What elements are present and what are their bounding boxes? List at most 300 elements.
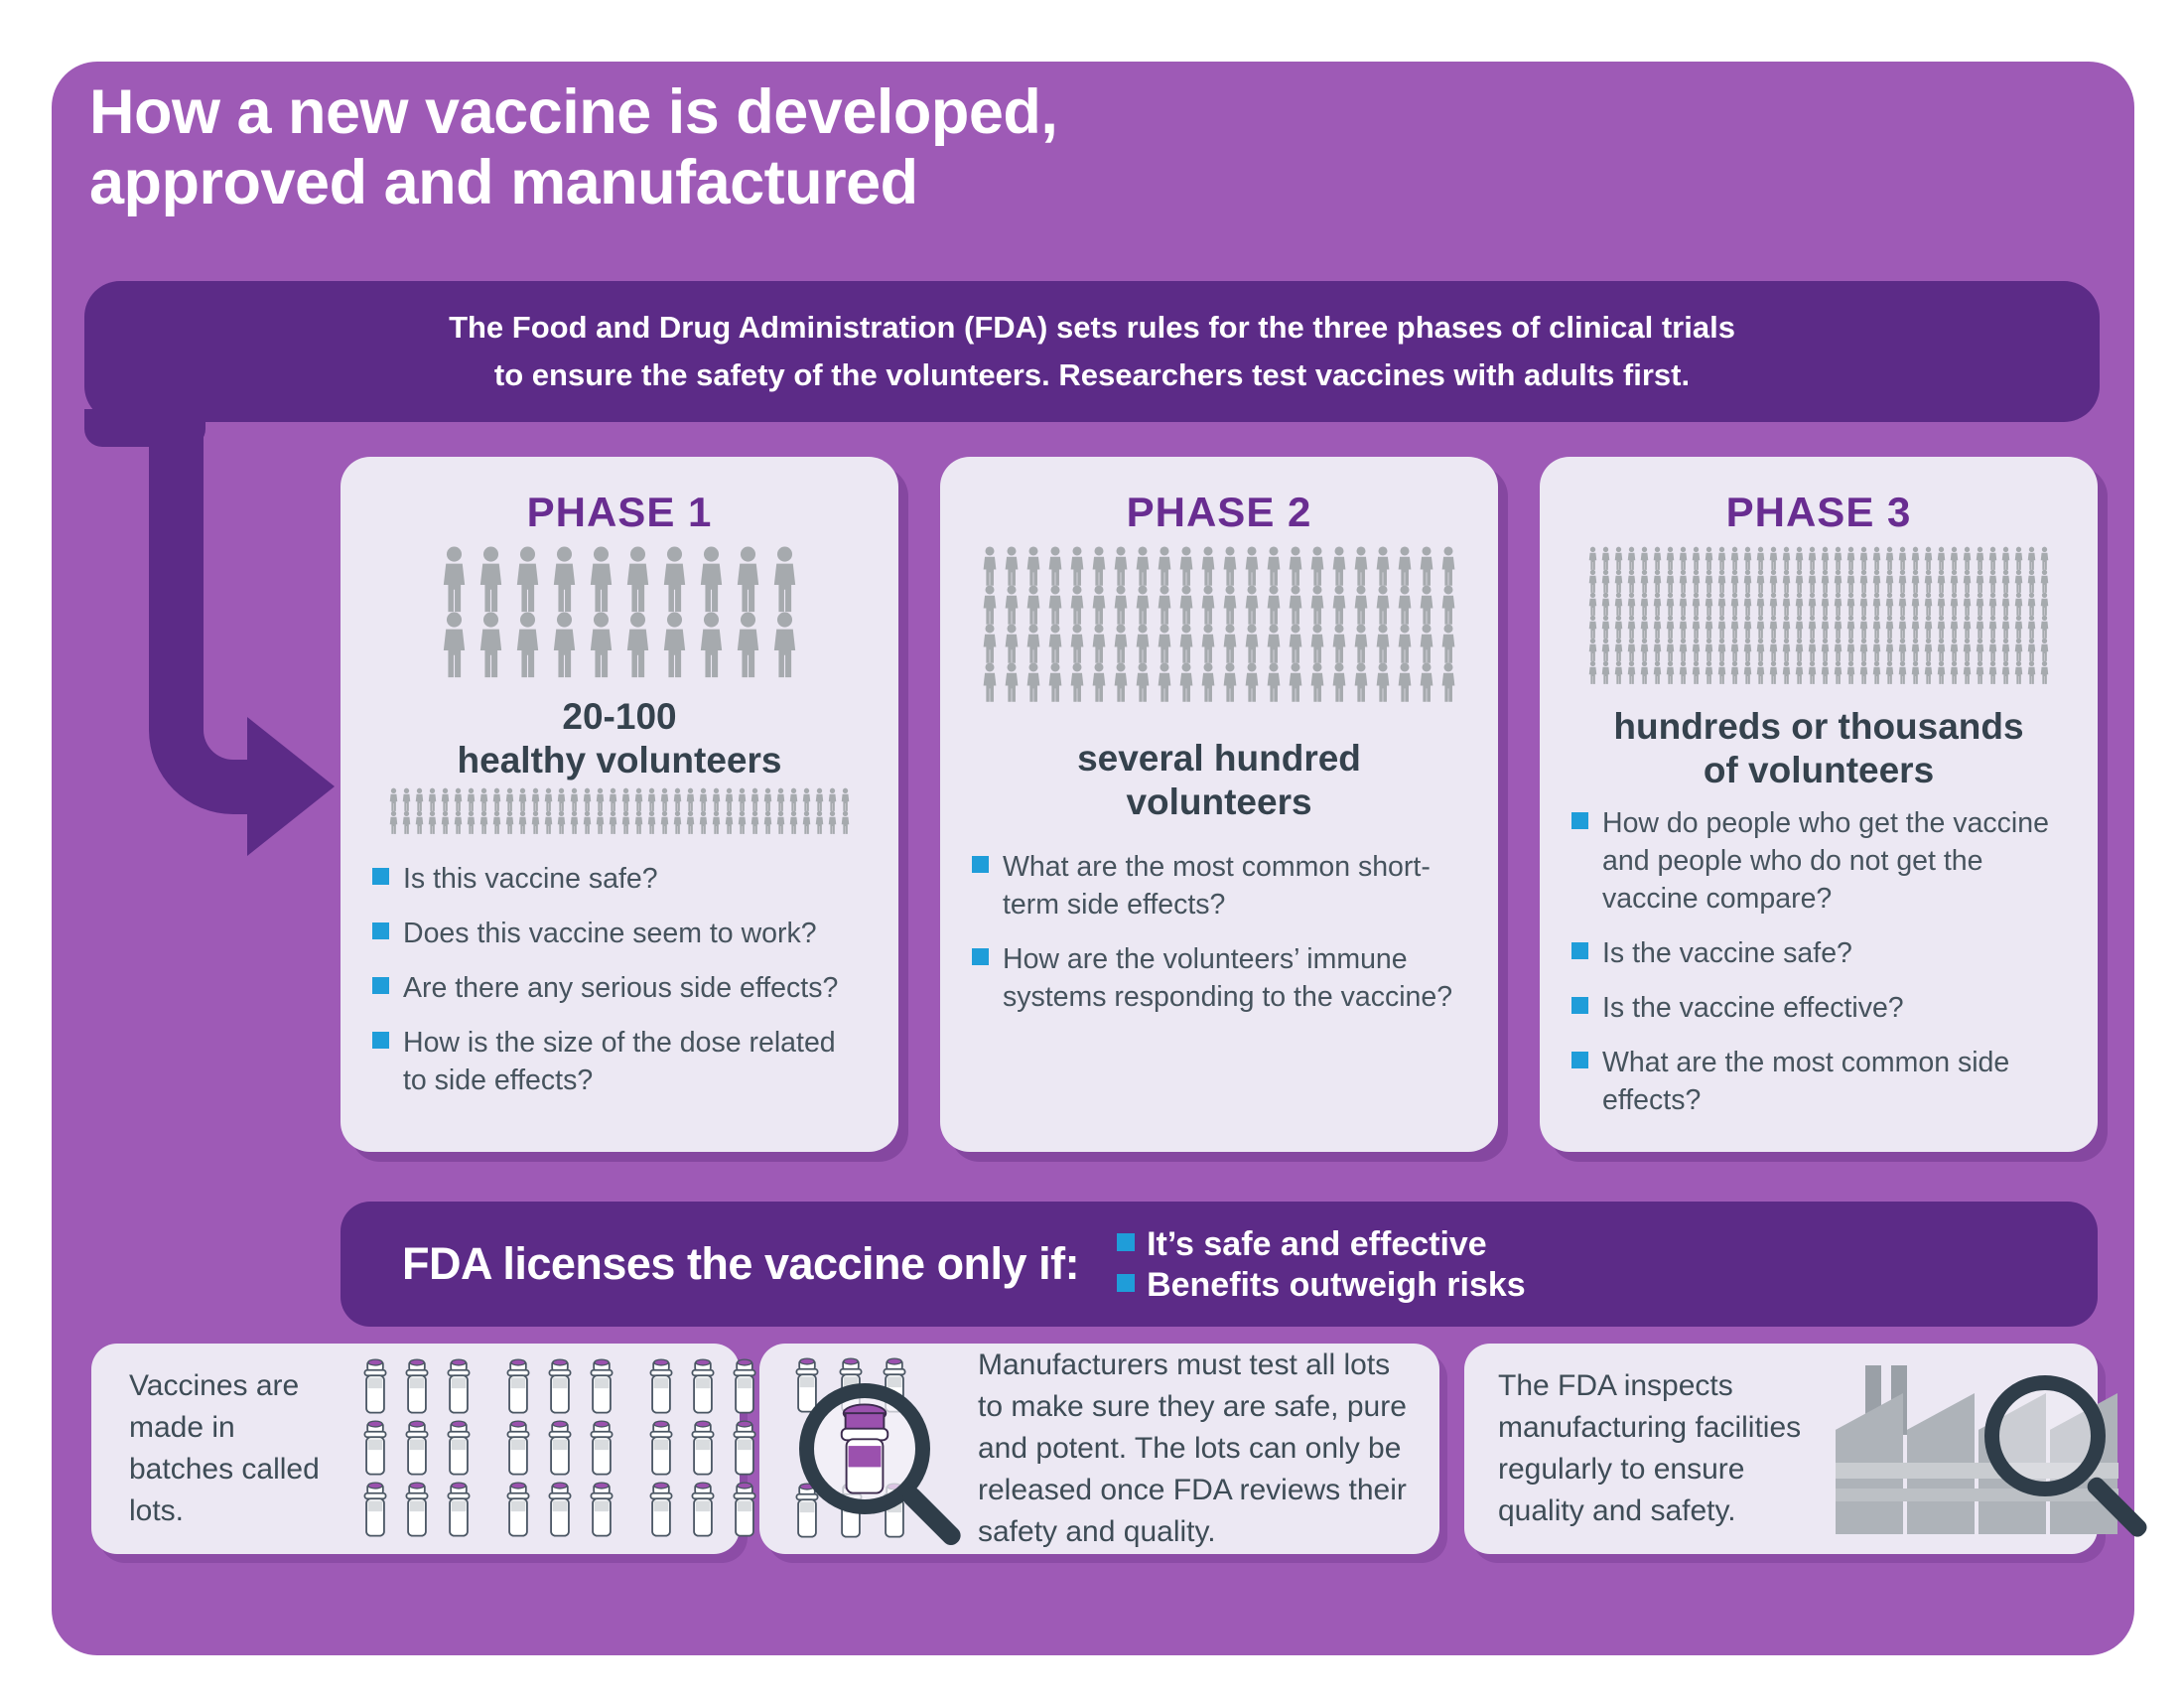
person-icon [473,612,509,679]
person-icon [1767,546,1780,571]
person-icon [1023,546,1044,587]
person-icon [1599,638,1612,662]
person-icon [1935,638,1948,662]
person-icon [1961,660,1974,685]
person-icon [1175,585,1197,626]
person-icon [581,787,594,812]
person-icon [1394,624,1416,664]
person-icon [1612,546,1625,571]
person-icon [1728,546,1741,571]
vial-icon [582,1420,621,1478]
person-icon [979,546,1001,587]
person-icon [2012,638,2025,662]
person-icon [490,787,503,812]
person-icon [1883,546,1896,571]
person-icon [1806,615,1819,639]
person-icon [1780,638,1793,662]
person-icon [1999,546,2012,571]
person-icon [1175,546,1197,587]
vial-icon [397,1482,437,1539]
vial-icon [641,1358,681,1416]
person-icon [710,810,723,835]
person-icon [1999,660,2012,685]
vial-icon [355,1358,395,1416]
fda-intro-line2: to ensure the safety of the volunteers. Researchers test vaccines with adults first. [493,357,1691,392]
person-icon [1372,546,1394,587]
person-icon [1586,660,1599,685]
person-icon [1677,546,1690,571]
person-icon [1780,615,1793,639]
person-icon [452,810,465,835]
person-icon [839,787,852,812]
person-icon [761,810,774,835]
phase-3-volunteer-count-line1: hundreds or thousands [1613,706,2024,747]
phase-1-volunteer-count-line1: 20-100 [562,696,677,737]
person-icon [2025,638,2038,662]
vial-icon [725,1420,764,1478]
vial-icon [439,1358,478,1416]
person-icon [1844,615,1857,639]
person-icon [1909,592,1922,617]
vial-icon [725,1482,764,1539]
person-icon [1986,660,1999,685]
person-icon [1132,585,1154,626]
person-icon [1110,662,1132,703]
person-icon [1767,592,1780,617]
person-icon [1767,615,1780,639]
person-icon [1394,585,1416,626]
person-icon [1935,546,1948,571]
person-icon [2038,660,2051,685]
person-icon [1612,615,1625,639]
infographic-board [52,62,2134,1655]
person-icon [387,810,400,835]
person-icon [555,787,568,812]
bullet-square-icon [1571,942,1588,959]
vial-icon [355,1420,395,1478]
person-icon [2025,660,2038,685]
person-icon [1586,592,1599,617]
person-icon [529,810,542,835]
person-icon [1638,592,1651,617]
person-icon [1219,585,1241,626]
person-icon [1909,569,1922,594]
person-icon [1044,624,1066,664]
person-icon [1793,546,1806,571]
person-icon [1728,569,1741,594]
lots-card [91,1344,740,1554]
person-icon [1935,569,1948,594]
vial-lots-icon [355,1358,764,1539]
person-icon [1088,546,1110,587]
phase-question: Is the vaccine effective? [1571,990,2066,1028]
person-icon [413,787,426,812]
person-icon [1961,546,1974,571]
person-icon [1935,592,1948,617]
person-icon [1999,569,2012,594]
person-icon [1935,660,1948,685]
person-icon [1154,662,1175,703]
person-icon [1819,660,1832,685]
fda-license-conditions [1117,1220,1526,1309]
person-icon [1651,660,1664,685]
phase-2-title: PHASE 2 [1126,489,1312,535]
person-icon [1806,660,1819,685]
facility-inspection-text: The FDA inspects manufacturing facilities regularly to ensure quality and safety. [1498,1369,1802,1527]
fda-intro-line1: The Food and Drug Administration (FDA) sets rules for the three phases of clinical trials [449,309,1735,345]
person-icon [542,787,555,812]
person-icon [1263,624,1285,664]
flow-arrow-elbow [149,427,248,814]
person-icon [1690,592,1703,617]
person-icon [1285,662,1306,703]
person-icon [1883,638,1896,662]
person-icon [1306,546,1328,587]
person-icon [645,787,658,812]
person-icon [1088,624,1110,664]
person-icon [1001,546,1023,587]
person-icon [813,810,826,835]
person-icon [1780,546,1793,571]
person-icon [684,787,697,812]
vial-icon [540,1358,580,1416]
person-icon [607,787,619,812]
person-icon [697,787,710,812]
person-icon [1132,662,1154,703]
person-icon [1793,569,1806,594]
person-icon [645,810,658,835]
person-icon [1857,638,1870,662]
license-condition: It’s safe and effective [1117,1227,1526,1261]
person-icon [1350,546,1372,587]
person-icon [1948,569,1961,594]
person-icon [1263,662,1285,703]
bullet-square-icon [1571,1052,1588,1068]
person-icon [1586,546,1599,571]
person-icon [426,787,439,812]
phase-question: Does this vaccine seem to work? [372,916,867,953]
person-icon [1586,615,1599,639]
person-icon [1974,592,1986,617]
person-icon [1175,662,1197,703]
person-icon [1909,546,1922,571]
person-icon [1703,546,1715,571]
person-icon [1793,660,1806,685]
person-icon [1703,569,1715,594]
bullet-square-icon [972,948,989,965]
person-icon [1935,615,1948,639]
person-icon [1664,546,1677,571]
person-icon [1922,569,1935,594]
person-icon [1974,638,1986,662]
person-icon [710,787,723,812]
person-icon [2025,592,2038,617]
person-icon [1599,592,1612,617]
phase-3-volunteer-count [1568,705,2070,791]
person-icon [1922,592,1935,617]
person-icon [2012,660,2025,685]
person-icon [1023,624,1044,664]
vial-icon [540,1420,580,1478]
phase-1-volunteer-count [368,695,871,781]
person-icon [1612,638,1625,662]
person-icon [1883,660,1896,685]
person-icon [1677,615,1690,639]
person-icon [1638,638,1651,662]
person-icon [509,612,546,679]
person-icon [1974,660,1986,685]
person-icon [1599,615,1612,639]
phase-1-volunteer-count-line2: healthy volunteers [457,739,782,780]
person-icon [1088,662,1110,703]
person-icon [1767,569,1780,594]
person-icon [1793,638,1806,662]
person-icon [1896,660,1909,685]
person-icon [1219,662,1241,703]
person-icon [583,546,619,614]
person-icon [1599,660,1612,685]
bullet-square-icon [372,1032,389,1049]
person-icon [1896,638,1909,662]
person-icon [1066,585,1088,626]
person-icon [787,810,800,835]
person-icon [1599,569,1612,594]
person-icon [2038,546,2051,571]
person-icon [1044,662,1066,703]
phase-cards-row [341,457,2098,1152]
vial-icon [683,1420,723,1478]
person-icon [1870,546,1883,571]
bullet-square-icon [372,977,389,994]
fda-license-banner [341,1202,2098,1327]
person-icon [766,612,803,679]
person-icon [1023,585,1044,626]
bullet-square-icon [1117,1233,1135,1251]
person-icon [1754,569,1767,594]
person-icon [1754,546,1767,571]
person-icon [1703,638,1715,662]
person-icon [1806,546,1819,571]
phase-2-volunteer-count-line1: several hundred [1077,738,1361,779]
person-icon [1728,615,1741,639]
person-icon [1832,546,1844,571]
person-icon [1767,638,1780,662]
person-icon [697,810,710,835]
person-icon [656,546,693,614]
person-icon [1306,585,1328,626]
person-icon [1241,624,1263,664]
vial-icon [355,1482,395,1539]
person-icon [632,787,645,812]
person-icon [826,787,839,812]
person-icon [774,810,787,835]
person-icon [1241,585,1263,626]
person-icon [766,546,803,614]
factory-stripe [1836,1489,2118,1501]
person-icon [1586,569,1599,594]
person-icon [2012,546,2025,571]
person-icon [1394,662,1416,703]
person-icon [1767,660,1780,685]
person-icon [1677,660,1690,685]
vial-icon [498,1482,538,1539]
person-icon [1110,546,1132,587]
person-icon [1844,592,1857,617]
person-icon [1974,569,1986,594]
person-icon [1416,585,1437,626]
vial-icon [582,1358,621,1416]
person-icon [1175,624,1197,664]
person-icon [1857,615,1870,639]
page-title [89,77,1057,218]
person-icon [1715,546,1728,571]
person-icon [1832,569,1844,594]
person-icon [1728,638,1741,662]
phase-1-card [341,457,898,1152]
person-icon [619,546,656,614]
person-icon [1715,569,1728,594]
person-icon [787,787,800,812]
person-icon [1372,662,1394,703]
person-icon [1857,546,1870,571]
vial-icon [439,1482,478,1539]
person-icon [1844,638,1857,662]
person-icon [1154,624,1175,664]
person-icon [546,612,583,679]
phase-question: What are the most common side effects? [1571,1045,2066,1120]
person-icon [1896,615,1909,639]
person-icon [1870,660,1883,685]
phase-2-volunteer-count-line2: volunteers [1126,780,1312,822]
person-icon [632,810,645,835]
bullet-square-icon [1571,812,1588,829]
person-icon [1241,662,1263,703]
person-icon [1625,660,1638,685]
factory-magnifier-icon [1836,1363,2118,1534]
person-icon [619,810,632,835]
vial-icon [397,1358,437,1416]
phase-question: What are the most common short-term side effects? [972,849,1466,924]
license-condition: Benefits outweigh risks [1117,1268,1526,1302]
person-icon [1948,660,1961,685]
flow-arrow-head-icon [247,717,335,856]
facility-inspection-card [1464,1344,2098,1554]
person-icon [1961,592,1974,617]
person-icon [979,662,1001,703]
person-icon [723,787,736,812]
person-icon [1728,592,1741,617]
person-icon [2025,569,2038,594]
person-icon [619,787,632,812]
bullet-square-icon [1117,1274,1135,1292]
person-icon [400,810,413,835]
person-icon [1437,585,1459,626]
person-icon [693,546,730,614]
bullet-square-icon [372,922,389,939]
person-icon [1638,660,1651,685]
person-icon [1350,585,1372,626]
vial-icon [498,1420,538,1478]
person-icon [813,787,826,812]
person-icon [1416,662,1437,703]
vial-icon [641,1420,681,1478]
person-icon [436,612,473,679]
person-icon [761,787,774,812]
person-icon [436,546,473,614]
person-icon [1922,615,1935,639]
person-icon [1832,660,1844,685]
person-icon [1961,638,1974,662]
person-icon [1197,662,1219,703]
person-icon [473,546,509,614]
person-icon [1350,662,1372,703]
page-title-line1: How a new vaccine is developed, [89,77,1058,147]
phase-question: How do people who get the vaccine and people who do not get the vaccine compare? [1571,805,2066,919]
person-icon [736,810,749,835]
person-icon [1001,585,1023,626]
phase-2-volunteer-count [968,737,1470,823]
vial-icon [498,1358,538,1416]
person-icon [1690,546,1703,571]
person-icon [1328,546,1350,587]
person-icon [1715,638,1728,662]
person-icon [509,546,546,614]
person-icon [839,810,852,835]
person-icon [1948,638,1961,662]
person-icon [1110,624,1132,664]
person-icon [1832,592,1844,617]
magnifier-lens-icon [1984,1375,2106,1496]
person-icon [1909,615,1922,639]
phase-3-people-pictogram [1568,548,2070,685]
person-icon [1285,585,1306,626]
person-icon [619,612,656,679]
person-icon [1870,638,1883,662]
person-icon [1715,660,1728,685]
person-icon [826,810,839,835]
lot-testing-card [759,1344,1439,1554]
person-icon [1651,638,1664,662]
person-icon [1922,546,1935,571]
person-icon [671,787,684,812]
phase-3-question-list [1568,805,2070,1119]
person-icon [1651,592,1664,617]
person-icon [800,810,813,835]
person-icon [1612,569,1625,594]
person-icon [684,810,697,835]
person-icon [1896,546,1909,571]
person-icon [1703,615,1715,639]
person-icon [400,787,413,812]
person-icon [1416,624,1437,664]
person-icon [1741,546,1754,571]
person-icon [1754,638,1767,662]
person-icon [1416,546,1437,587]
person-icon [1857,592,1870,617]
person-icon [1793,615,1806,639]
person-icon [1832,638,1844,662]
person-icon [1219,546,1241,587]
person-icon [1001,662,1023,703]
person-icon [1961,615,1974,639]
person-icon [1612,660,1625,685]
person-icon [503,810,516,835]
person-icon [1870,592,1883,617]
person-icon [1780,592,1793,617]
person-icon [1819,615,1832,639]
person-icon [1044,585,1066,626]
person-icon [1741,660,1754,685]
